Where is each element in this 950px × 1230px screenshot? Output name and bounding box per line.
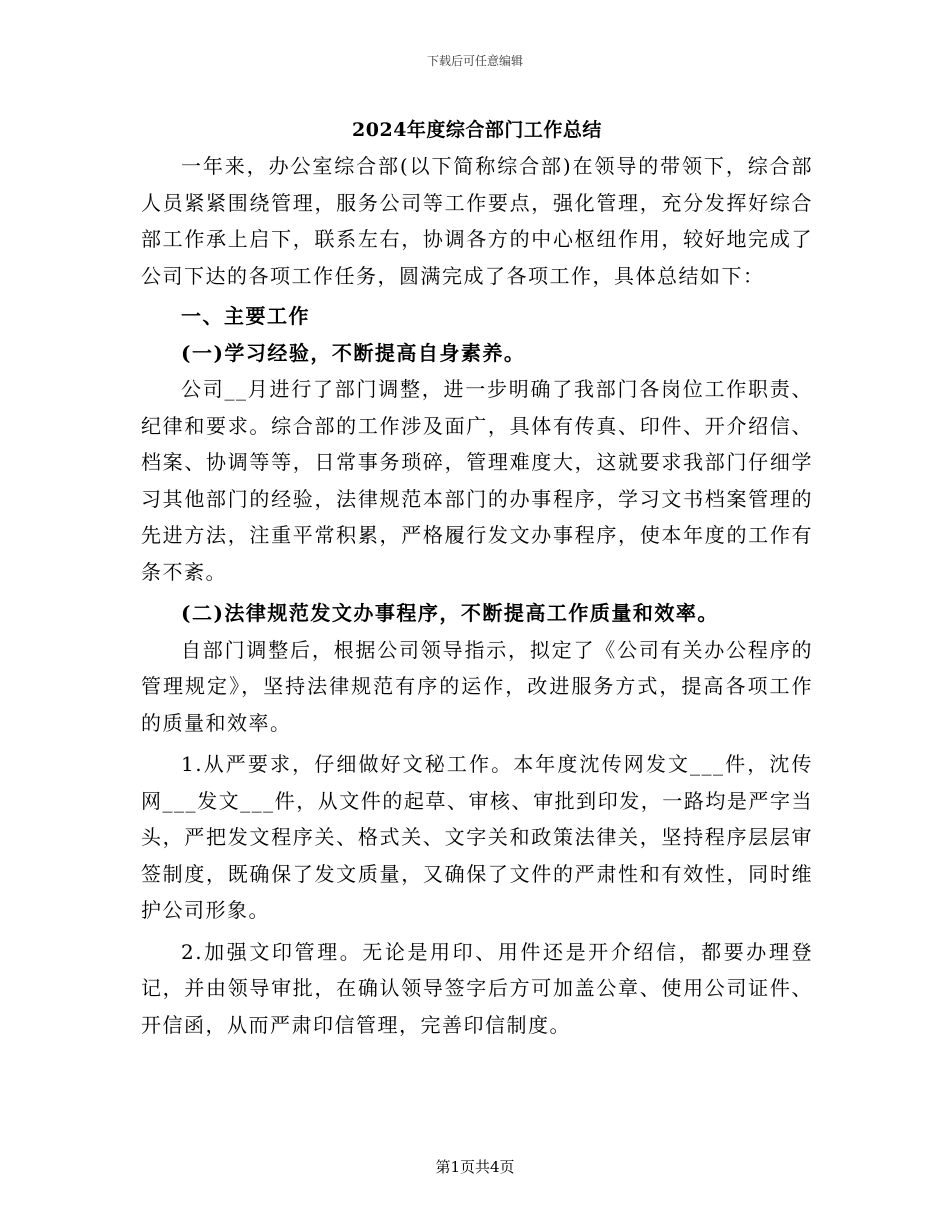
intro-paragraph: 一年来，办公室综合部(以下简称综合部)在领导的带领下，综合部人员紧紧围绕管理，服务公司等工作要点，强化管理，充分发挥好综合部工作承上启下，联系左右，协调各方的中心枢纽作用，较好地完成了公司下达的各项工作任务，圆满完成了各项工作，具体总结如下： [141,154,813,288]
document-body [141,112,813,1043]
subsection-1-paragraph: 公司__月进行了部门调整，进一步明确了我部门各岗位工作职责、纪律和要求。综合部的工作涉及面广，具体有传真、印件、开介绍信、档案、协调等等，日常事务琐碎，管理难度大，这就要求我部门仔细学习其他部门的经验，法律规范本部门的办事程序，学习文书档案管理的先进方法，注重平常积累，严格履行发文办事程序，使本年度的工作有条不紊。 [141,377,813,584]
subsection-heading-2: (二)法律规范发文办事程序，不断提高工作质量和效率。 [181,601,719,625]
document-title: 2024年度综合部门工作总结 [352,119,602,141]
section-heading-main-work: 一、主要工作 [181,304,310,328]
subsection-heading-1: (一)学习经验，不断提高自身素养。 [181,340,526,365]
list-item-2: 2.加强文印管理。无论是用印、用件还是开介绍信，都要办理登记，并由领导审批，在确认领导签字后方可加盖公章、使用公司证件、开信函，从而严肃印信管理，完善印信制度。 [141,939,813,1037]
page-number: 第1页共4页 [435,1158,515,1176]
page-header-note: 下载后可任意编辑 [426,54,523,68]
list-item-1: 1.从严要求，仔细做好文秘工作。本年度沈传网发文___件，沈传网___发文___件，从文件的起草、审核、审批到印发，一路均是严字当头，严把发文程序关、格式关、文字关和政策法律关，坚持程序层层审签制度，既确保了发文质量，又确保了文件的严肃性和有效性，同时维护公司形象。 [141,752,813,922]
subsection-2-paragraph: 自部门调整后，根据公司领导指示，拟定了《公司有关办公程序的管理规定》，坚持法律规范有序的运作，改进服务方式，提高各项工作的质量和效率。 [141,637,813,735]
